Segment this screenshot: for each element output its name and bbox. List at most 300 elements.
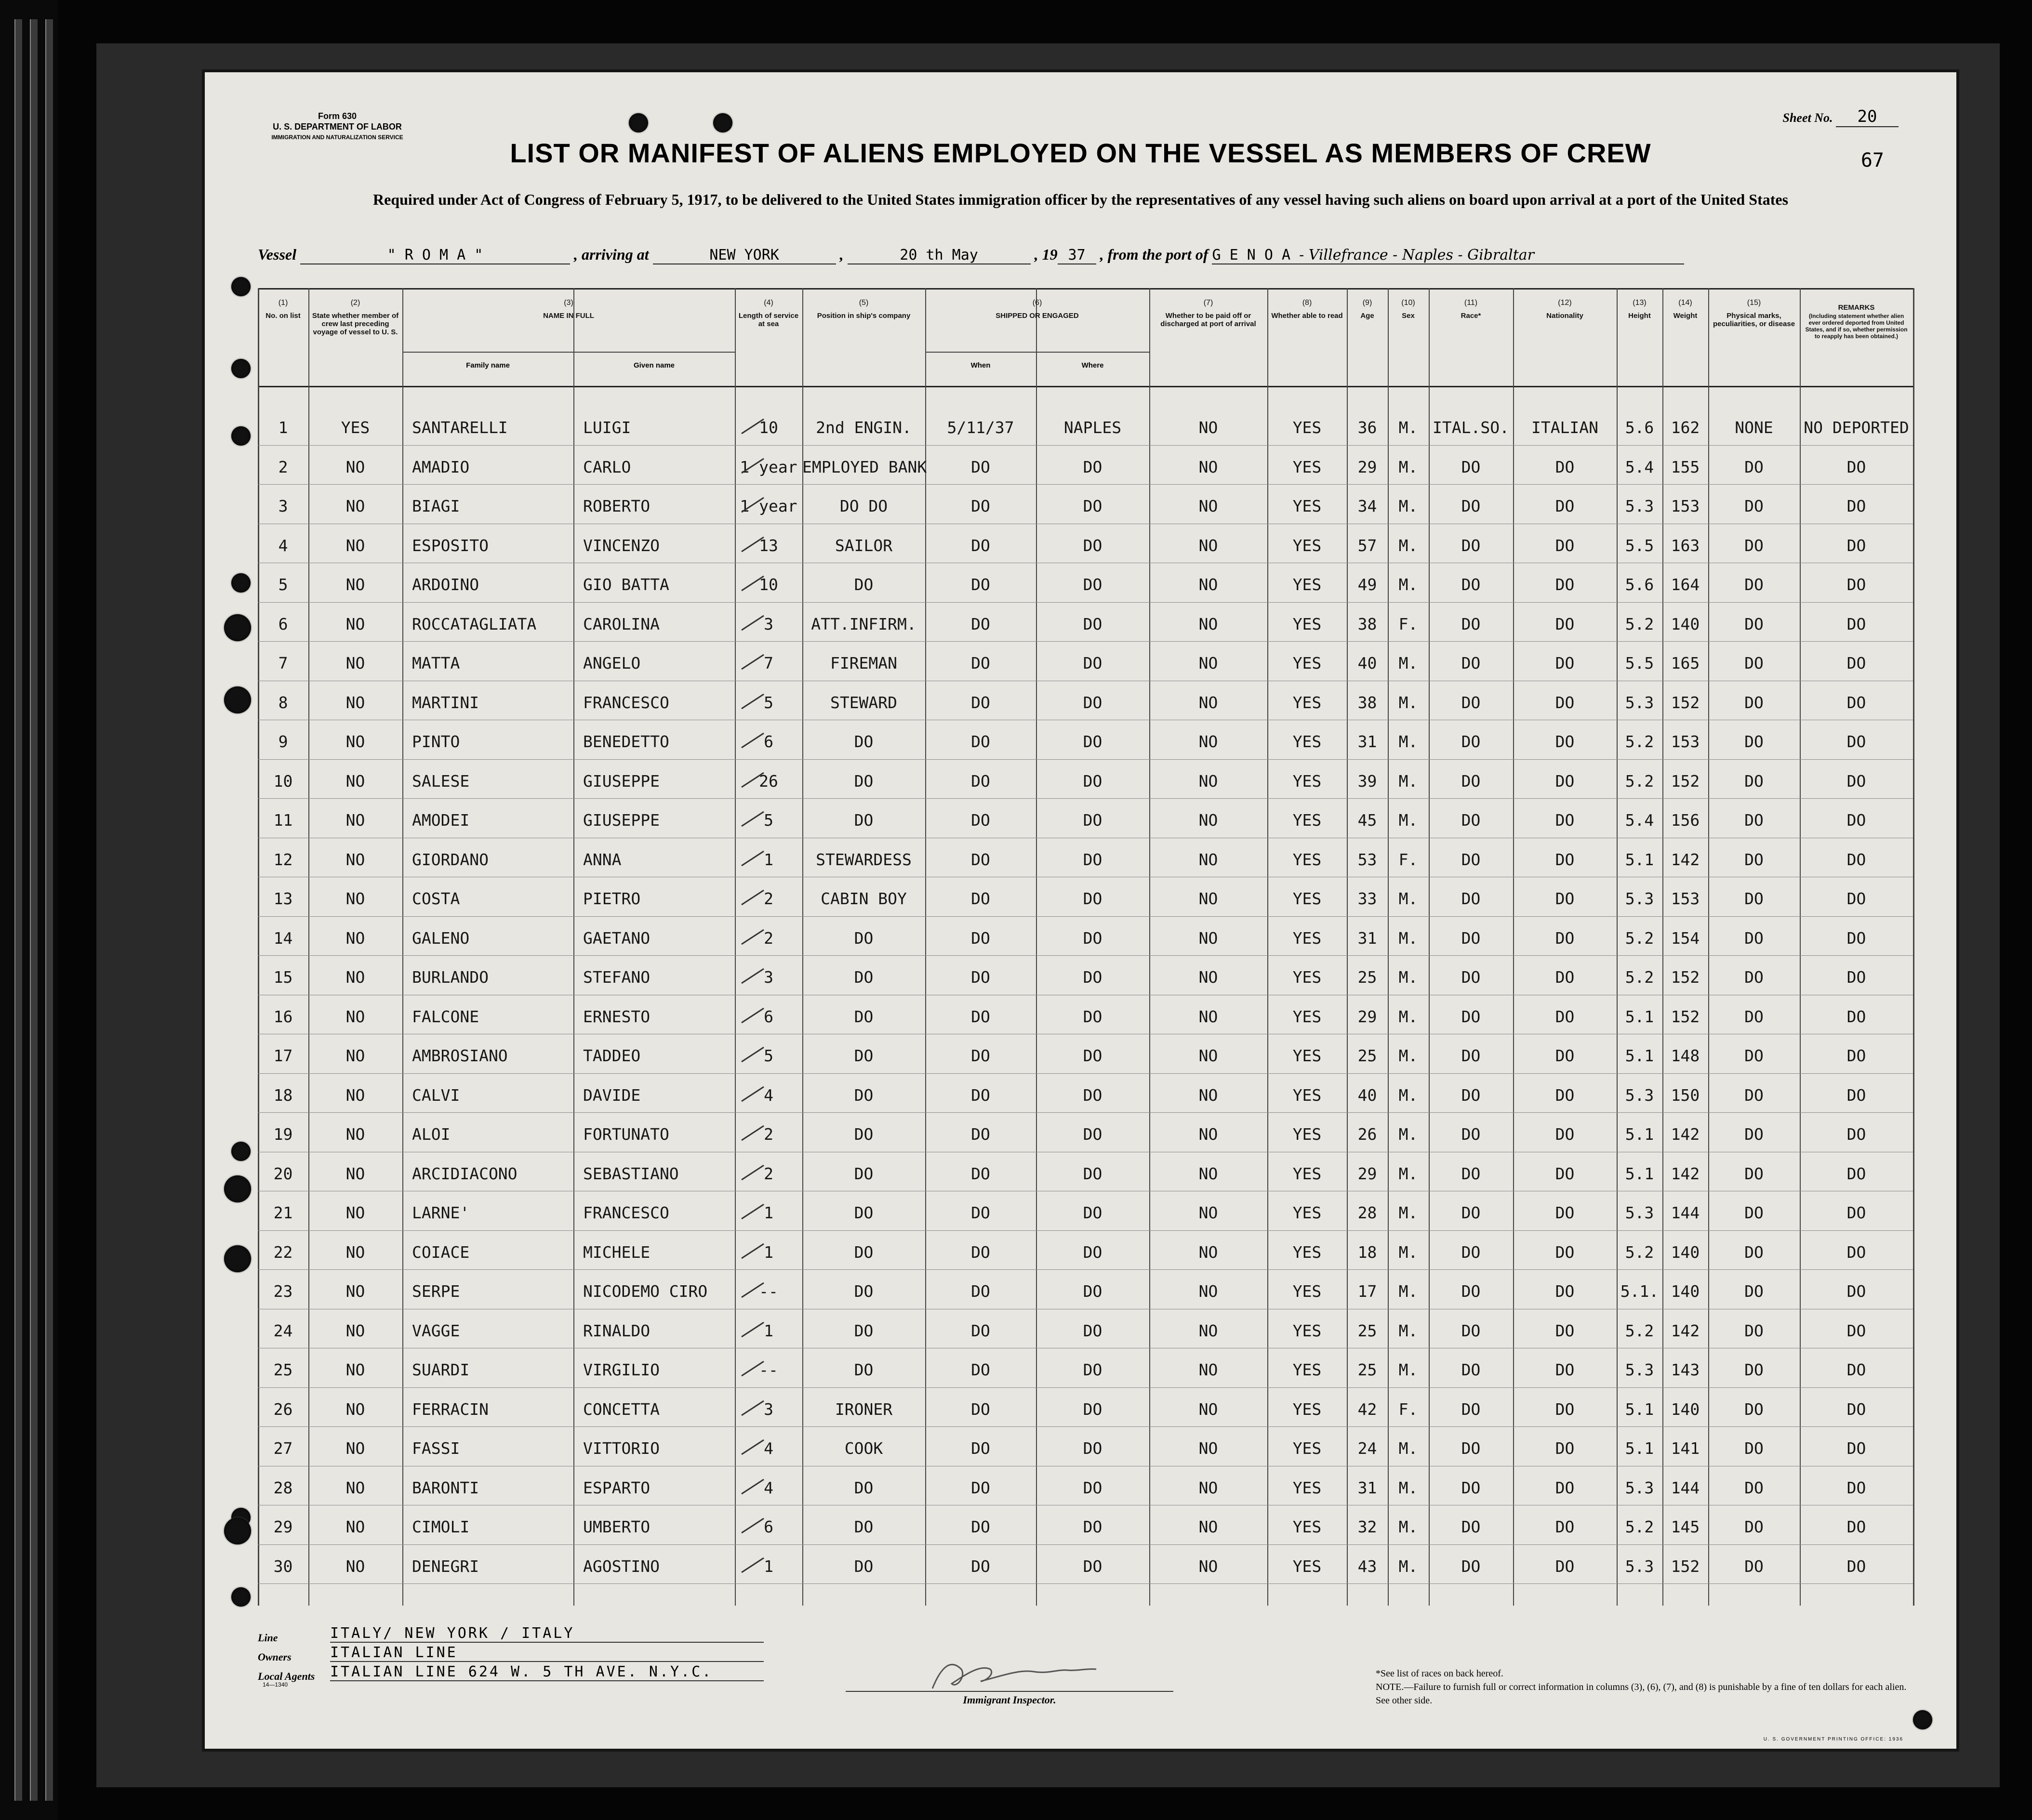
table-cell: M. <box>1398 1242 1418 1262</box>
table-cell: 5.3 <box>1625 1203 1654 1222</box>
check-mark-icon <box>740 495 769 514</box>
table-cell: 5.6 <box>1625 418 1654 437</box>
column-number: (7) <box>1203 299 1213 307</box>
table-cell: NO <box>1198 418 1218 437</box>
table-cell: DO <box>1555 1517 1575 1536</box>
check-mark-icon <box>740 966 769 985</box>
table-cell: YES <box>1292 418 1322 437</box>
table-cell: DO <box>1744 693 1764 712</box>
table-cell: 5.1 <box>1625 1125 1654 1144</box>
penalty-note: NOTE.—Failure to furnish full or correct information in columns (3), (6), (7), and (8) is punishable by a fine of ten dollars for each alien. See other side. <box>1376 1682 1907 1706</box>
table-cell: DO <box>1555 968 1575 987</box>
check-mark-icon <box>740 613 769 632</box>
table-cell: DO <box>1555 575 1575 594</box>
table-cell: ESPARTO <box>583 1478 651 1497</box>
table-cell: NO <box>1198 850 1218 869</box>
table-cell: NO <box>345 457 365 476</box>
table-cell: 140 <box>1671 1282 1700 1301</box>
table-cell: DO <box>854 968 874 987</box>
row-divider <box>258 1112 1913 1113</box>
column-label: Weight <box>1673 312 1698 320</box>
table-cell: DO <box>1846 1360 1866 1379</box>
table-cell: NO <box>1198 1164 1218 1183</box>
table-cell: GIUSEPPE <box>583 771 660 791</box>
table-cell: DO <box>854 1046 874 1065</box>
table-cell: CONCETTA <box>583 1399 660 1419</box>
table-cell: YES <box>1292 928 1322 948</box>
sheet-number <box>1783 107 1899 127</box>
table-cell: DO <box>1846 1085 1866 1105</box>
table-cell: RINALDO <box>583 1321 651 1340</box>
check-mark-icon <box>740 1044 769 1064</box>
table-cell: NO <box>1198 1242 1218 1262</box>
table-cell: 2 <box>764 1164 773 1183</box>
table-cell: YES <box>1292 1399 1322 1419</box>
binder-strip <box>30 19 38 1801</box>
table-cell: 23 <box>273 1282 293 1301</box>
table-cell: 29 <box>1357 1007 1377 1026</box>
table-cell: DO <box>854 1203 874 1222</box>
table-cell: LUIGI <box>583 418 631 437</box>
table-cell: DO <box>1555 536 1575 555</box>
check-mark-icon <box>740 927 769 946</box>
table-cell: DO <box>1555 1085 1575 1105</box>
table-cell: GIUSEPPE <box>583 811 660 830</box>
departure-port-handwritten: - Villefrance - Naples - Gibraltar <box>1299 247 1535 264</box>
table-cell: 4 <box>764 1439 773 1458</box>
table-cell: NAPLES <box>1063 418 1122 437</box>
table-cell: NO <box>345 889 365 908</box>
table-cell: DO <box>1083 1164 1102 1183</box>
table-cell: M. <box>1398 1360 1418 1379</box>
column-header <box>1388 288 1429 384</box>
table-cell: GAETANO <box>583 928 651 948</box>
table-cell: STEWARDESS <box>816 850 912 869</box>
voyage-line: Vessel " R O M A " , arriving at NEW YORK , 20 th May , 19 37 , from the port of G E N O A - Villefrance - Naples - Gibraltar <box>258 246 1918 264</box>
table-cell: NO <box>1198 1478 1218 1497</box>
table-cell: DO <box>1555 771 1575 791</box>
column-header <box>802 288 925 384</box>
check-mark-icon <box>740 1005 769 1025</box>
column-label: REMARKS <box>1838 303 1875 312</box>
punch-hole <box>224 1517 251 1544</box>
column-number: (4) <box>764 299 773 307</box>
line-row <box>258 1623 932 1643</box>
table-cell: DO <box>1083 1085 1102 1105</box>
table-cell: 1 <box>764 1242 773 1262</box>
departure-port <box>1212 247 1684 264</box>
column-header <box>1347 288 1388 384</box>
punch-hole <box>224 1175 251 1202</box>
owners-row <box>258 1643 932 1662</box>
table-cell: NO <box>1198 1360 1218 1379</box>
column-header <box>308 288 402 384</box>
table-cell: YES <box>1292 968 1322 987</box>
check-mark-icon <box>740 1358 769 1378</box>
table-cell: DO <box>1461 1556 1481 1576</box>
table-cell: NO <box>345 654 365 673</box>
column-number: (5) <box>859 299 869 307</box>
table-cell: DO <box>1846 614 1866 633</box>
service-name: IMMIGRATION AND NATURALIZATION SERVICE <box>271 134 403 141</box>
table-cell: DO <box>1555 889 1575 908</box>
table-cell: 5.3 <box>1625 1360 1654 1379</box>
table-cell: 162 <box>1671 418 1700 437</box>
table-cell: DO <box>1555 1242 1575 1262</box>
table-cell: 5.4 <box>1625 457 1654 476</box>
table-cell: YES <box>1292 811 1322 830</box>
table-cell: NO DEPORTED <box>1804 418 1909 437</box>
table-cell: ROCCATAGLIATA <box>412 614 537 633</box>
table-cell: 26 <box>1357 1125 1377 1144</box>
table-cell: 57 <box>1357 536 1377 555</box>
remarks-note: (Including statement whether alien ever ordered deported from United States, and if so, whether permission to reapply has been obtained.) <box>1805 313 1908 340</box>
table-cell: DO <box>1846 1321 1866 1340</box>
table-cell: DO <box>1083 1046 1102 1065</box>
binder-strip <box>14 19 22 1801</box>
page-number: 67 <box>1860 149 1884 171</box>
table-cell: 29 <box>1357 457 1377 476</box>
table-cell: DO <box>1555 1321 1575 1340</box>
table-cell: 20 <box>273 1164 293 1183</box>
table-cell: 142 <box>1671 1125 1700 1144</box>
column-header <box>1662 288 1708 384</box>
table-cell: DO <box>1555 850 1575 869</box>
table-cell: DO <box>1744 1439 1764 1458</box>
table-cell: 1 year <box>740 457 797 476</box>
table-cell: NO <box>1198 1282 1218 1301</box>
table-cell: M. <box>1398 1046 1418 1065</box>
table-cell: DO <box>971 811 990 830</box>
table-cell: DO <box>1083 457 1102 476</box>
table-cell: F. <box>1398 614 1418 633</box>
table-cell: YES <box>1292 614 1322 633</box>
column-divider <box>1913 288 1914 1606</box>
table-cell: DO <box>971 1242 990 1262</box>
table-cell: NO <box>1198 811 1218 830</box>
table-cell: DO <box>971 654 990 673</box>
table-cell: 40 <box>1357 654 1377 673</box>
table-cell: 2 <box>764 1125 773 1144</box>
table-cell: DO <box>1555 1203 1575 1222</box>
table-cell: ROBERTO <box>583 497 651 515</box>
table-cell: DO <box>1555 1046 1575 1065</box>
table-cell: 5.5 <box>1625 654 1654 673</box>
check-mark-icon <box>740 1241 769 1260</box>
table-cell: 7 <box>764 654 773 673</box>
table-cell: ALOI <box>412 1125 451 1144</box>
table-cell: DO <box>1083 575 1102 594</box>
table-cell: 26 <box>759 771 778 791</box>
table-cell: NO <box>345 1517 365 1536</box>
table-cell: DO <box>854 1556 874 1576</box>
table-cell: DO <box>971 1478 990 1497</box>
vessel-label: Vessel <box>258 246 296 263</box>
table-cell: YES <box>1292 536 1322 555</box>
table-cell: DO <box>971 1125 990 1144</box>
column-label: Whether to be paid off or discharged at port of arrival <box>1160 312 1256 328</box>
table-cell: SANTARELLI <box>412 418 508 437</box>
table-cell: FORTUNATO <box>583 1125 669 1144</box>
check-mark-icon <box>740 691 769 711</box>
punch-hole <box>231 1587 251 1607</box>
table-cell: AMADIO <box>412 457 470 476</box>
table-cell: DO <box>1846 1164 1866 1183</box>
row-divider <box>258 916 1913 917</box>
agents-label: Local Agents <box>258 1670 315 1682</box>
column-label: Whether able to read <box>1271 312 1343 320</box>
table-cell: DO DO <box>839 497 888 515</box>
table-cell: 8 <box>278 693 288 712</box>
table-cell: DO <box>1461 1085 1481 1105</box>
table-cell: DO <box>1461 1007 1481 1026</box>
table-cell: DO <box>1083 1360 1102 1379</box>
agents-value: ITALIAN LINE 624 W. 5 TH AVE. N.Y.C. <box>330 1663 764 1681</box>
table-cell: BARONTI <box>412 1478 479 1497</box>
table-cell: NO <box>1198 536 1218 555</box>
table-cell: 6 <box>764 1517 773 1536</box>
table-cell: 28 <box>273 1478 293 1497</box>
table-cell: DO <box>1744 1399 1764 1419</box>
table-cell: DO <box>1555 1478 1575 1497</box>
table-cell: YES <box>1292 1478 1322 1497</box>
table-cell: GIORDANO <box>412 850 489 869</box>
column-label: Height <box>1628 312 1651 320</box>
form-number: Form 630 <box>318 111 357 121</box>
table-cell: DO <box>1555 497 1575 515</box>
table-cell: YES <box>1292 654 1322 673</box>
table-cell: 30 <box>273 1556 293 1576</box>
table-cell: NO <box>1198 614 1218 633</box>
table-cell: NO <box>1198 1399 1218 1419</box>
table-cell: DO <box>854 1164 874 1183</box>
table-cell: AMODEI <box>412 811 470 830</box>
table-cell: YES <box>1292 1085 1322 1105</box>
table-cell: AGOSTINO <box>583 1556 660 1576</box>
table-cell: DO <box>1744 1360 1764 1379</box>
table-cell: 155 <box>1671 457 1700 476</box>
table-cell: 144 <box>1671 1203 1700 1222</box>
table-cell: NO <box>345 1164 365 1183</box>
column-label: Position in ship's company <box>817 312 911 320</box>
header-subdivider <box>402 352 735 353</box>
table-cell: 15 <box>273 968 293 987</box>
table-cell: ESPOSITO <box>412 536 489 555</box>
inspector-label: Immigrant Inspector. <box>846 1691 1173 1706</box>
table-cell: M. <box>1398 536 1418 555</box>
table-cell: DO <box>971 771 990 791</box>
table-cell: 19 <box>273 1125 293 1144</box>
form-notes <box>1376 1667 1915 1707</box>
table-cell: DO <box>1461 850 1481 869</box>
table-cell: 154 <box>1671 928 1700 948</box>
punch-hole <box>629 113 648 132</box>
table-cell: 140 <box>1671 1399 1700 1419</box>
row-divider <box>258 955 1913 956</box>
table-cell: 17 <box>1357 1282 1377 1301</box>
table-cell: DO <box>1846 1517 1866 1536</box>
arrival-year: 37 <box>1058 247 1096 264</box>
table-cell: DO <box>1744 968 1764 987</box>
table-cell: DO <box>971 889 990 908</box>
table-cell: SEBASTIANO <box>583 1164 679 1183</box>
column-header <box>1617 288 1662 384</box>
check-mark-icon <box>740 887 769 907</box>
column-subheader: Where <box>1081 361 1104 369</box>
table-cell: DO <box>1461 654 1481 673</box>
table-cell: DO <box>1461 968 1481 987</box>
table-cell: DO <box>854 771 874 791</box>
table-cell: 13 <box>759 536 778 555</box>
row-divider <box>258 1387 1913 1388</box>
table-cell: DO <box>1461 928 1481 948</box>
header-subdivider <box>925 352 1149 353</box>
table-cell: NO <box>345 1242 365 1262</box>
column-label: Race* <box>1461 312 1481 320</box>
column-label: Sex <box>1402 312 1415 320</box>
table-cell: DO <box>1083 614 1102 633</box>
table-cell: DO <box>971 1556 990 1576</box>
table-cell: DO <box>1846 536 1866 555</box>
table-cell: DO <box>1083 1321 1102 1340</box>
table-cell: DO <box>1744 1556 1764 1576</box>
table-cell: 4 <box>278 536 288 555</box>
table-cell: M. <box>1398 889 1418 908</box>
table-cell: 5.1 <box>1625 1046 1654 1065</box>
table-cell: M. <box>1398 811 1418 830</box>
table-cell: NO <box>1198 1046 1218 1065</box>
table-cell: NO <box>1198 1125 1218 1144</box>
table-cell: SALESE <box>412 771 470 791</box>
table-cell: 5 <box>764 1046 773 1065</box>
table-cell: 1 <box>764 850 773 869</box>
table-cell: NO <box>1198 1321 1218 1340</box>
row-divider <box>258 798 1913 799</box>
table-cell: DO <box>1744 575 1764 594</box>
table-cell: DO <box>1083 536 1102 555</box>
table-cell: DO <box>1846 693 1866 712</box>
table-cell: M. <box>1398 928 1418 948</box>
table-cell: DO <box>854 1242 874 1262</box>
table-cell: DO <box>971 536 990 555</box>
table-cell: YES <box>1292 1282 1322 1301</box>
table-cell: F. <box>1398 1399 1418 1419</box>
table-cell: NO <box>345 968 365 987</box>
table-cell: 163 <box>1671 536 1700 555</box>
year-prefix: 19 <box>1042 246 1058 263</box>
table-cell: DO <box>1744 457 1764 476</box>
table-cell: DO <box>1846 732 1866 751</box>
table-cell: 2 <box>764 928 773 948</box>
table-cell: 42 <box>1357 1399 1377 1419</box>
table-cell: NO <box>345 1007 365 1026</box>
table-cell: 13 <box>273 889 293 908</box>
table-cell: 143 <box>1671 1360 1700 1379</box>
table-cell: DO <box>1461 536 1481 555</box>
table-cell: 1 <box>764 1556 773 1576</box>
table-cell: 142 <box>1671 1321 1700 1340</box>
printing-office: U. S. GOVERNMENT PRINTING OFFICE: 1936 <box>1763 1737 1903 1742</box>
table-cell: 5.3 <box>1625 1085 1654 1105</box>
table-cell: 5 <box>764 693 773 712</box>
table-cell: 153 <box>1671 732 1700 751</box>
column-number: (9) <box>1362 299 1372 307</box>
table-cell: 5.1. <box>1620 1282 1659 1301</box>
table-cell: DO <box>1744 1282 1764 1301</box>
table-cell: DO <box>1555 1282 1575 1301</box>
column-header <box>1149 288 1267 384</box>
document-title: LIST OR MANIFEST OF ALIENS EMPLOYED ON THE VESSEL AS MEMBERS OF CREW <box>510 138 1651 168</box>
table-cell: TADDEO <box>583 1046 641 1065</box>
table-cell: ANNA <box>583 850 622 869</box>
table-cell: M. <box>1398 1164 1418 1183</box>
table-cell: NO <box>1198 1203 1218 1222</box>
check-mark-icon <box>740 1398 769 1417</box>
table-cell: 14 <box>273 928 293 948</box>
punch-hole <box>231 359 251 378</box>
table-cell: CARLO <box>583 457 631 476</box>
table-cell: 10 <box>273 771 293 791</box>
table-cell: ARCIDIACONO <box>412 1164 518 1183</box>
table-cell: 40 <box>1357 1085 1377 1105</box>
table-cell: DO <box>854 1478 874 1497</box>
table-cell: 152 <box>1671 968 1700 987</box>
table-cell: M. <box>1398 732 1418 751</box>
table-cell: NO <box>345 536 365 555</box>
table-cell: DO <box>971 1399 990 1419</box>
table-cell: NO <box>345 1282 365 1301</box>
table-cell: 25 <box>273 1360 293 1379</box>
table-cell: 5.2 <box>1625 1321 1654 1340</box>
column-header <box>1267 288 1347 384</box>
row-divider <box>258 602 1913 603</box>
check-mark-icon <box>740 1319 769 1339</box>
table-cell: M. <box>1398 771 1418 791</box>
table-cell: 22 <box>273 1242 293 1262</box>
table-cell: 39 <box>1357 771 1377 791</box>
owners-value: ITALIAN LINE <box>330 1644 764 1662</box>
table-cell: 5.2 <box>1625 732 1654 751</box>
agents-row <box>258 1662 932 1681</box>
table-cell: DO <box>1846 1046 1866 1065</box>
table-cell: NO <box>345 1125 365 1144</box>
check-mark-icon <box>740 534 769 554</box>
column-header <box>735 288 802 384</box>
table-cell: DO <box>1461 1321 1481 1340</box>
table-cell: DO <box>854 732 874 751</box>
table-cell: 1 <box>764 1203 773 1222</box>
punch-hole <box>224 686 251 713</box>
table-cell: -- <box>759 1360 778 1379</box>
column-header <box>258 288 308 384</box>
line-label: Line <box>258 1632 278 1644</box>
table-cell: 7 <box>278 654 288 673</box>
table-cell: DO <box>1083 497 1102 515</box>
table-cell: YES <box>341 418 370 437</box>
table-cell: DO <box>1083 1439 1102 1458</box>
row-divider <box>258 1230 1913 1231</box>
table-cell: DO <box>971 1203 990 1222</box>
table-cell: YES <box>1292 1439 1322 1458</box>
table-cell: DO <box>1461 614 1481 633</box>
table-cell: DO <box>1461 889 1481 908</box>
table-cell: DO <box>1846 968 1866 987</box>
table-cell: DO <box>971 1360 990 1379</box>
table-cell: DO <box>1846 928 1866 948</box>
table-cell: DO <box>1083 693 1102 712</box>
table-cell: STEFANO <box>583 968 651 987</box>
table-cell: 5.1 <box>1625 1164 1654 1183</box>
